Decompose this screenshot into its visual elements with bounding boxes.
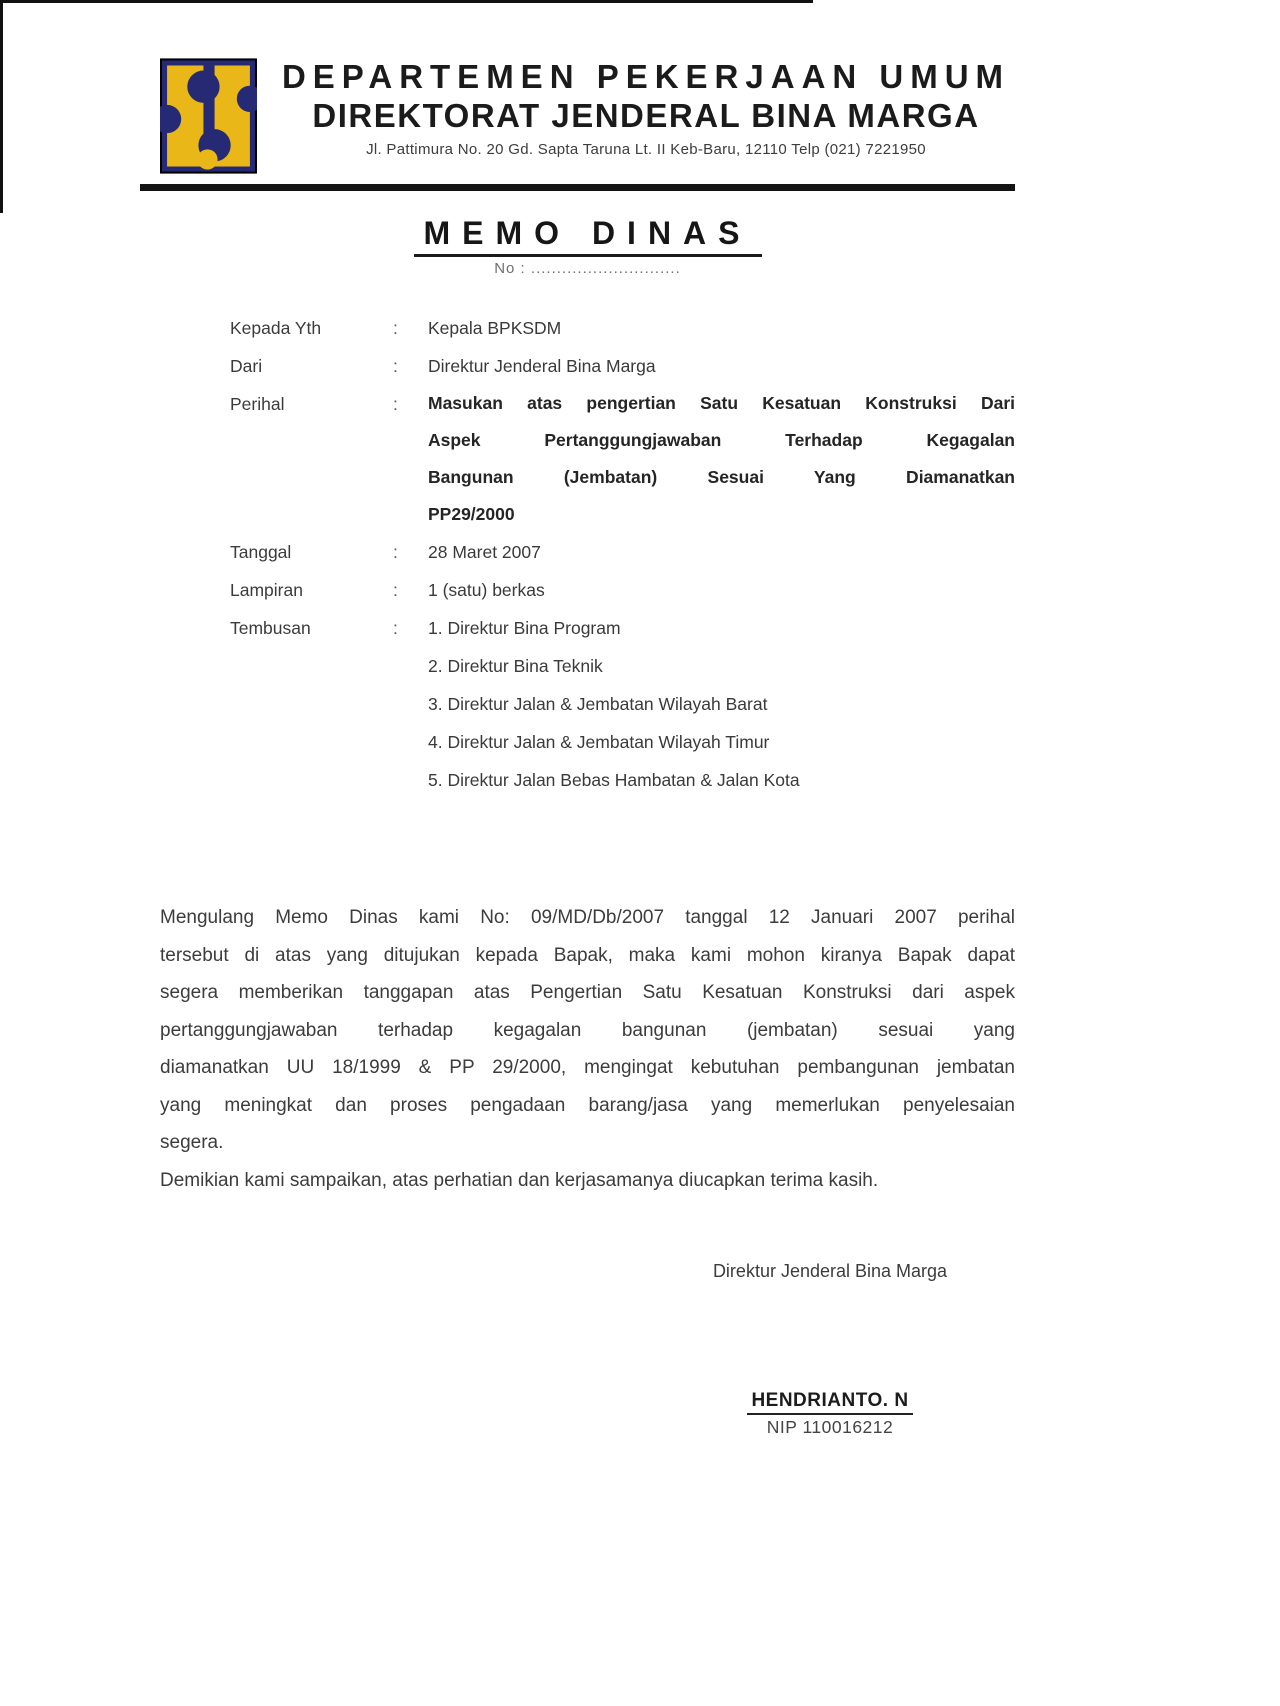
tembusan-item: 4. Direktur Jalan & Jembatan Wilayah Timur <box>428 732 770 752</box>
scan-border-top <box>0 0 813 3</box>
directorate-name: DIREKTORAT JENDERAL BINA MARGA <box>312 96 980 134</box>
letterhead-rule <box>140 184 1015 191</box>
field-dari <box>230 347 1015 385</box>
signer-role: Direktur Jenderal Bina Marga <box>712 1261 948 1281</box>
tembusan-item: 3. Direktur Jalan & Jembatan Wilayah Barat <box>428 694 768 714</box>
field-label: Perihal <box>230 394 285 414</box>
field-perihal <box>230 385 1015 533</box>
perihal-line: Bangunan (Jembatan) Sesuai Yang Diamanatkan <box>428 467 1015 487</box>
field-label: Tanggal <box>230 542 292 562</box>
letterhead-text <box>277 58 1015 158</box>
field-label: Dari <box>230 356 263 376</box>
field-value: Direktur Jenderal Bina Marga <box>428 356 656 376</box>
perihal-line: PP29/2000 <box>428 504 515 524</box>
field-value <box>428 385 1015 533</box>
body-line: pertanggungjawaban terhadap kegagalan bangunan (jembatan) sesuai yang <box>160 1019 1015 1041</box>
field-tanggal <box>230 533 1015 571</box>
field-value <box>428 609 1015 799</box>
field-value: Kepala BPKSDM <box>428 318 562 338</box>
tembusan-item: 1. Direktur Bina Program <box>428 618 621 638</box>
field-label: Kepada Yth <box>230 318 322 338</box>
field-colon: : <box>393 394 398 414</box>
scan-border-left <box>0 0 3 213</box>
title-block <box>160 215 1015 277</box>
memo-body <box>160 899 1015 1199</box>
field-tembusan <box>230 609 1015 799</box>
field-value: 28 Maret 2007 <box>428 542 541 562</box>
field-colon: : <box>393 356 398 376</box>
field-value: 1 (satu) berkas <box>428 580 545 600</box>
tembusan-item: 2. Direktur Bina Teknik <box>428 656 603 676</box>
field-lampiran <box>230 571 1015 609</box>
field-colon: : <box>393 618 398 638</box>
perihal-line: Masukan atas pengertian Satu Kesatuan Konstruksi Dari <box>428 393 1015 413</box>
body-line: diamanatkan UU 18/1999 & PP 29/2000, mengingat kebutuhan pembangunan jembatan <box>160 1057 1015 1078</box>
field-label: Lampiran <box>230 580 303 600</box>
body-line: segera memberikan tanggapan atas Pengertian Satu Kesatuan Konstruksi dari aspek <box>160 982 1015 1003</box>
letterhead-address: Jl. Pattimura No. 20 Gd. Sapta Taruna Lt. II Keb-Baru, 12110 Telp (021) 7221950 <box>366 140 926 158</box>
field-colon: : <box>393 318 398 338</box>
body-line: yang meningkat dan proses pengadaan barang/jasa yang memerlukan penyelesaian <box>160 1094 1015 1116</box>
department-name: DEPARTEMEN PEKERJAAN UMUM <box>281 58 1011 95</box>
pu-logo-icon <box>160 58 257 174</box>
letterhead <box>160 0 1015 174</box>
field-colon: : <box>393 542 398 562</box>
signer-nip: NIP 110016212 <box>766 1417 894 1437</box>
signer-name: HENDRIANTO. N <box>747 1390 912 1415</box>
field-colon: : <box>393 580 398 600</box>
document-number-line: No : ............................. <box>494 260 681 277</box>
body-line: Mengulang Memo Dinas kami No: 09/MD/Db/2007 tanggal 12 Januari 2007 perihal <box>160 907 1015 928</box>
memo-page <box>160 0 1015 1438</box>
field-kepada <box>230 309 1015 347</box>
tembusan-item: 5. Direktur Jalan Bebas Hambatan & Jalan Kota <box>428 770 800 790</box>
signature-block <box>680 1261 980 1438</box>
memo-fields <box>160 309 1015 799</box>
document-title: MEMO DINAS <box>414 215 762 257</box>
perihal-line: Aspek Pertanggungjawaban Terhadap Kegagalan <box>428 430 1015 450</box>
body-line: tersebut di atas yang ditujukan kepada Bapak, maka kami mohon kiranya Bapak dapat <box>160 944 1015 966</box>
field-label: Tembusan <box>230 618 311 638</box>
body-line: segera. <box>160 1132 224 1153</box>
closing-line: Demikian kami sampaikan, atas perhatian dan kerjasamanya diucapkan terima kasih. <box>160 1169 879 1191</box>
